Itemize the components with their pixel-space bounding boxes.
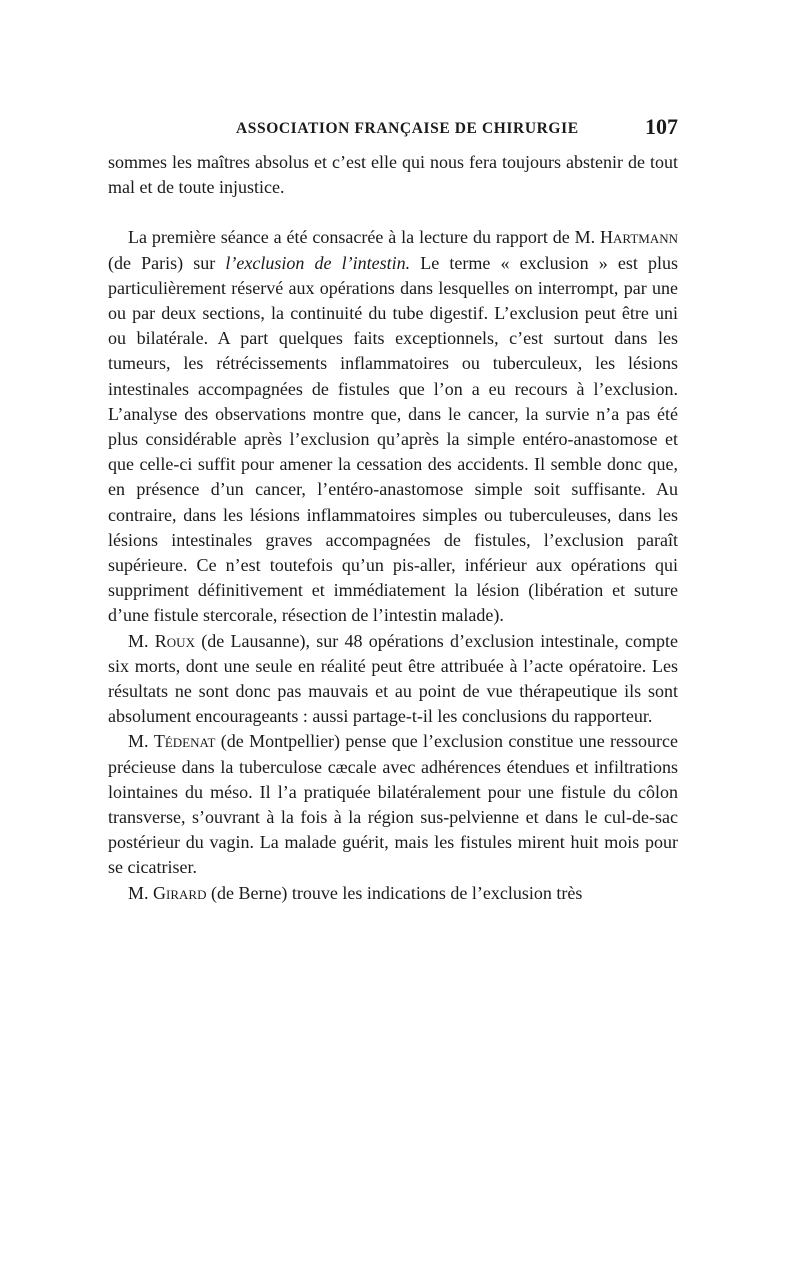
paragraph-intro: La première séance a été consacrée à la lecture du rapport de M. <box>128 227 601 248</box>
paragraph-continuation <box>108 150 678 200</box>
author-name: Roux <box>154 630 195 651</box>
paragraph-prefix: M. <box>128 882 154 903</box>
paragraph-mid: (de Paris) sur <box>108 252 226 273</box>
author-name: Hartmann <box>600 227 678 248</box>
paragraph-text: sommes les maîtres absolus et c’est elle qui nous fera toujours abstenir de tout mal et de toute injustice. <box>108 152 678 198</box>
paragraph-tedenat <box>108 729 678 880</box>
report-title: l’exclusion de l’intestin. <box>225 252 411 273</box>
paragraph-prefix: M. <box>128 630 155 651</box>
paragraph-prefix: M. <box>128 731 154 752</box>
paragraph-text: (de Lausanne), sur 48 opérations d’exclusion intestinale, compte six morts, dont une seule en réalité peut être attribuée à l’acte opératoire. Les résultats ne sont donc pas mauvais et au point de vue thérapeutique ils sont absolument encourageants : aussi partage-t-il les conclusions du rapporteur. <box>108 630 678 727</box>
paragraph-hartmann-report <box>108 225 678 628</box>
paragraph-text: (de Montpellier) pense que l’exclusion constitue une ressource précieuse dans la tuberculose cæcale avec adhérences étendues et infiltrations lointaines du méso. Il l’a pratiquée bilatéralement pour une fistule du côlon transverse, s’ouvrant à la fois à la région sus-pelvienne et dans le cul-de-sac postérieur du vagin. La malade guérit, mais les fistules mirent huit mois pour se cicatriser. <box>108 731 678 878</box>
paragraph-text: (de Berne) trouve les indications de l’exclusion très <box>206 882 583 903</box>
paragraph-text: Le terme « exclusion » est plus particulièrement réservé aux opérations dans lesquelles on interrompt, par une ou par deux sections, la continuité du tube digestif. L’exclusion peut être uni ou bilatérale. A part quelques faits exceptionnels, c’est surtout dans les tumeurs, les rétrécissements inflammatoires ou tuberculeux, les lésions intestinales accompagnées de fistules que l’on a eu recours à l’exclusion. L’analyse des observations montre que, dans le cancer, la survie n’a pas été plus considérable après l’exclusion qu’après la simple entéro-anastomose et que celle-ci suffit pour amener la cessation des accidents. Il semble donc que, en présence d’un cancer, l’entéro-anastomose simple soit suffisante. Au contraire, dans les lésions inflammatoires simples ou tuberculeuses, dans les lésions intestinales graves accompagnées de fistules, l’exclusion paraît supérieure. Ce n’est toutefois qu’un pis-aller, inférieur aux opérations qui suppriment définitivement et immédiatement la lésion (libération et suture d’une fistule stercorale, résection de l’intestin malade). <box>108 252 679 626</box>
author-name: Tédenat <box>153 731 216 752</box>
paragraph-girard <box>108 881 678 906</box>
page-body <box>108 150 678 906</box>
running-title: ASSOCIATION FRANÇAISE DE CHIRURGIE <box>236 120 579 137</box>
page-header <box>108 114 678 142</box>
author-name: Girard <box>153 882 207 903</box>
page-number: 107 <box>645 114 678 139</box>
paragraph-roux <box>108 629 678 730</box>
